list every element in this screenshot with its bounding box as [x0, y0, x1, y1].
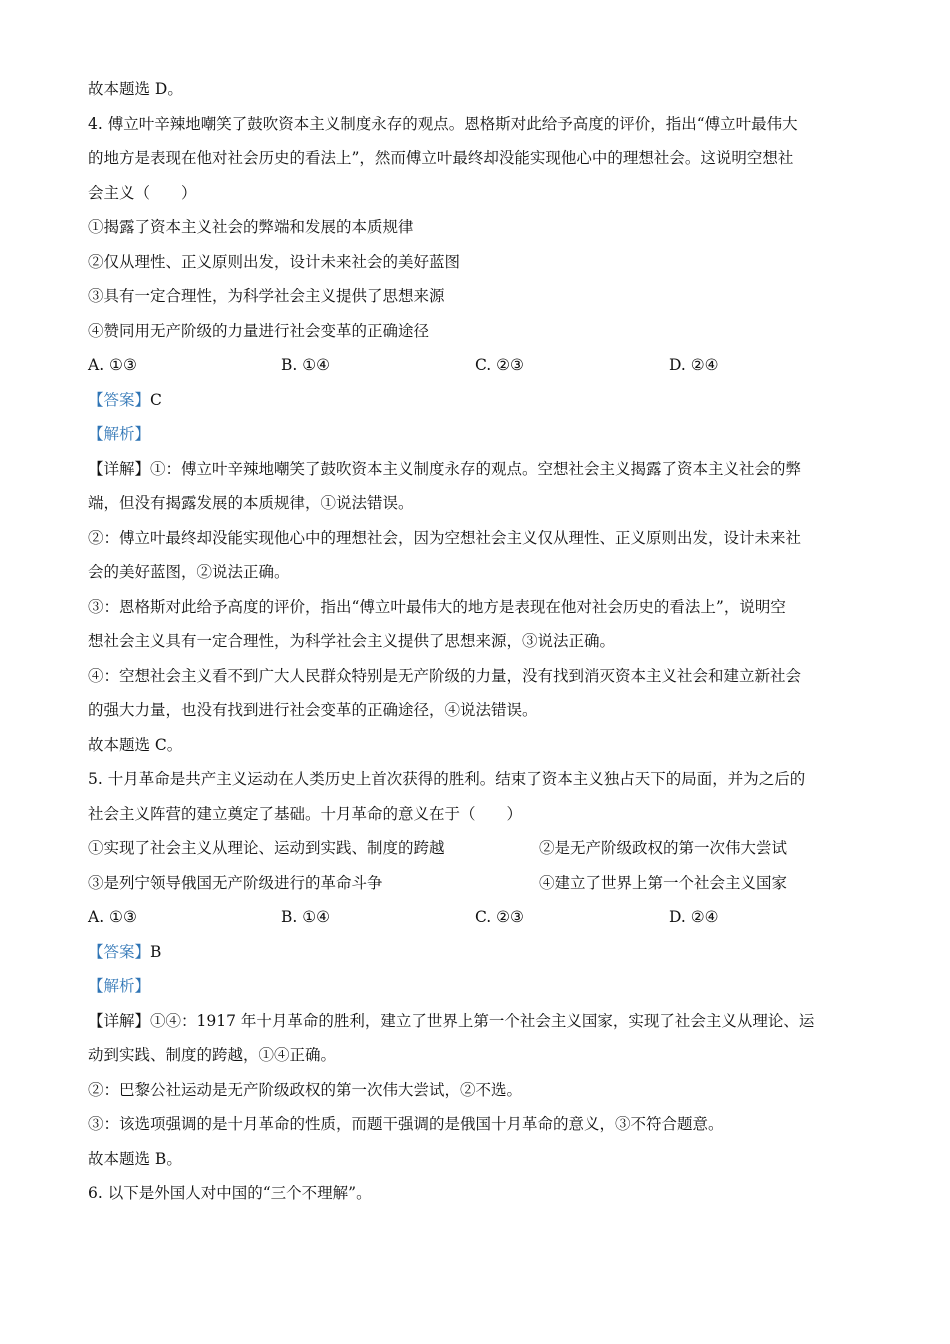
- q4-detail-line: 【详解】①：傅立叶辛辣地嘲笑了鼓吹资本主义制度永存的观点。空想社会主义揭露了资本主义社会的弊: [88, 459, 802, 478]
- q5-statement: ④建立了世界上第一个社会主义国家: [539, 873, 788, 892]
- q5-statement: ②是无产阶级政权的第一次伟大尝试: [539, 839, 788, 857]
- q5-option-a: A. ①③: [88, 908, 137, 926]
- q4-option-b: B. ①④: [281, 356, 331, 374]
- q5-option-b: B. ①④: [281, 908, 331, 926]
- q4-detail-line: 的强大力量，也没有找到进行社会变革的正确途径，④说法错误。: [88, 701, 538, 719]
- q4-stem-line: 的地方是表现在他对社会历史的看法上”，然而傅立叶最终却没能实现他心中的理想社会。这说明空想社: [88, 149, 794, 167]
- q4-stem-line: 会主义（ ）: [88, 183, 197, 202]
- q4-detail-line: 想社会主义具有一定合理性，为科学社会主义提供了思想来源，③说法正确。: [88, 632, 616, 650]
- q4-option-c: C. ②③: [475, 356, 524, 374]
- q4-detail-line: 端，但没有揭露发展的本质规律，①说法错误。: [88, 494, 414, 512]
- question-4: [88, 107, 868, 763]
- q4-option-a: A. ①③: [88, 356, 137, 374]
- q4-detail-line: ③：恩格斯对此给予高度的评价，指出“傅立叶最伟大的地方是表现在他对社会历史的看法上”，说明空: [88, 597, 786, 616]
- q5-statements-row: [88, 831, 868, 866]
- q5-statement: ①实现了社会主义从理论、运动到实践、制度的跨越: [88, 839, 445, 857]
- q5-option-c: C. ②③: [475, 908, 524, 926]
- q5-option-d: D. ②④: [669, 908, 719, 926]
- question-6: [88, 1176, 868, 1211]
- q4-answer: [88, 383, 868, 418]
- q4-statement: ②仅从理性、正义原则出发，设计未来社会的美好蓝图: [88, 252, 461, 271]
- answer-value: B: [150, 942, 162, 961]
- q5-stem-line: 5. 十月革命是共产主义运动在人类历史上首次获得的胜利。结束了资本主义独占天下的局面，并为之后的: [88, 770, 806, 788]
- q4-detail-line: ④：空想社会主义看不到广大人民群众特别是无产阶级的力量，没有找到消灭资本主义社会和建立新社会: [88, 666, 802, 685]
- q4-analysis-heading: 【解析】: [88, 425, 151, 443]
- question-5: [88, 762, 868, 1176]
- q5-conclusion: 故本题选 B。: [88, 1149, 182, 1168]
- q5-statement: ③是列宁领导俄国无产阶级进行的革命斗争: [88, 873, 383, 892]
- answer-tag: 【答案】: [88, 942, 151, 961]
- q5-stem-line: 社会主义阵营的建立奠定了基础。十月革命的意义在于（ ）: [88, 804, 523, 823]
- q4-option-d: D. ②④: [669, 356, 719, 374]
- q4-options: [88, 348, 868, 383]
- q4-detail-line: ②：傅立叶最终却没能实现他心中的理想社会，因为空想社会主义仅从理性、正义原则出发，设计未来社: [88, 528, 802, 547]
- q5-detail-line: 动到实践、制度的跨越，①④正确。: [88, 1046, 337, 1064]
- answer-tag: 【答案】: [88, 390, 151, 409]
- q5-detail-line: 【详解】①④：1917 年十月革命的胜利，建立了世界上第一个社会主义国家，实现了社会主义从理论、运: [88, 1011, 815, 1030]
- document-page: [88, 72, 868, 1211]
- q5-analysis-heading: 【解析】: [88, 977, 151, 995]
- q5-options: [88, 900, 868, 935]
- q3-conclusion: 故本题选 D。: [88, 80, 183, 98]
- q5-statements-row: [88, 866, 868, 901]
- answer-value: C: [150, 390, 162, 409]
- q5-detail-line: ③：该选项强调的是十月革命的性质，而题干强调的是俄国十月革命的意义，③不符合题意。: [88, 1115, 724, 1133]
- q4-conclusion: 故本题选 C。: [88, 735, 183, 754]
- q5-answer: [88, 935, 868, 970]
- q4-statement: ③具有一定合理性，为科学社会主义提供了思想来源: [88, 287, 445, 305]
- q4-detail-line: 会的美好蓝图，②说法正确。: [88, 563, 290, 581]
- q5-detail-line: ②：巴黎公社运动是无产阶级政权的第一次伟大尝试，②不选。: [88, 1080, 523, 1099]
- q4-stem-line: 4. 傅立叶辛辣地嘲笑了鼓吹资本主义制度永存的观点。恩格斯对此给予高度的评价，指出“傅立叶最伟大: [88, 114, 798, 133]
- q4-statement: ①揭露了资本主义社会的弊端和发展的本质规律: [88, 218, 414, 236]
- q6-stem-line: 6. 以下是外国人对中国的“三个不理解”。: [88, 1184, 372, 1202]
- q4-statement: ④赞同用无产阶级的力量进行社会变革的正确途径: [88, 321, 430, 340]
